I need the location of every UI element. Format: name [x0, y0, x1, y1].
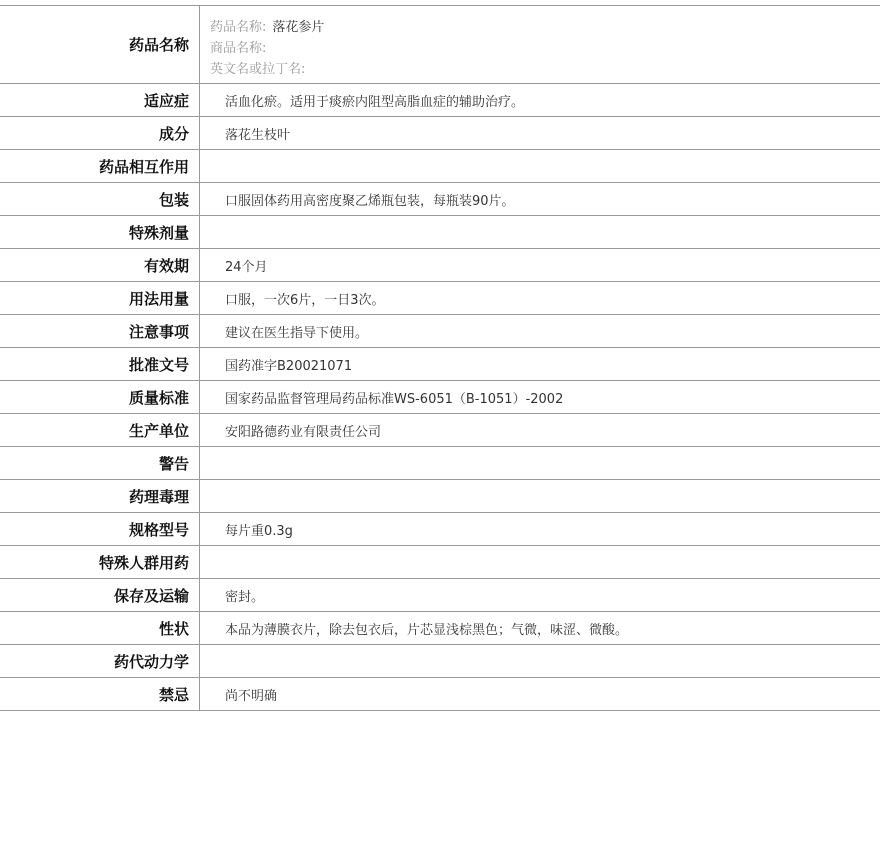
row-value: 本品为薄膜衣片，除去包衣后，片芯显浅棕黑色；气微，味涩、微酸。: [225, 622, 629, 638]
table-row: [0, 414, 880, 447]
row-value: [200, 216, 880, 248]
table-row: [0, 612, 880, 645]
row-value: 24个月: [225, 259, 268, 275]
row-value: 落花生枝叶: [225, 127, 291, 143]
row-value: 安阳路德药业有限责任公司: [225, 424, 382, 440]
table-row: [0, 447, 880, 480]
english-name-key: 英文名或拉丁名:: [210, 62, 306, 77]
row-value: 每片重0.3g: [225, 523, 293, 539]
row-label: 药品名称: [0, 6, 200, 83]
table-row: [0, 513, 880, 546]
generic-name-line: [210, 17, 880, 38]
trade-name-line: [210, 38, 880, 59]
drug-info-table: [0, 5, 880, 711]
table-row: [0, 150, 880, 183]
row-label: 禁忌: [0, 678, 200, 710]
row-value: 建议在医生指导下使用。: [225, 325, 369, 341]
row-label: 有效期: [0, 249, 200, 281]
drug-names-cell: [200, 6, 880, 83]
table-row: [0, 546, 880, 579]
row-label: 性状: [0, 612, 200, 644]
table-row-drug-name: [0, 6, 880, 84]
table-row: [0, 183, 880, 216]
row-value: 口服固体药用高密度聚乙烯瓶包装，每瓶装90片。: [225, 193, 515, 209]
row-label: 批准文号: [0, 348, 200, 380]
row-value: 尚不明确: [225, 688, 278, 704]
row-label: 特殊剂量: [0, 216, 200, 248]
table-row: [0, 249, 880, 282]
row-label: 药品相互作用: [0, 150, 200, 182]
table-row: [0, 480, 880, 513]
row-label: 特殊人群用药: [0, 546, 200, 578]
table-row: [0, 216, 880, 249]
row-label: 规格型号: [0, 513, 200, 545]
table-row: [0, 348, 880, 381]
row-label: 生产单位: [0, 414, 200, 446]
generic-name-value: 落花参片: [272, 20, 325, 35]
row-label: 警告: [0, 447, 200, 479]
row-label: 包装: [0, 183, 200, 215]
english-name-line: [210, 59, 880, 80]
row-value: 活血化瘀。适用于痰瘀内阻型高脂血症的辅助治疗。: [225, 94, 525, 110]
row-label: 注意事项: [0, 315, 200, 347]
row-value: 国家药品监督管理局药品标准WS-6051（B-1051）-2002: [225, 391, 564, 407]
generic-name-key: 药品名称:: [210, 20, 267, 35]
row-label: 保存及运输: [0, 579, 200, 611]
row-value: [200, 447, 880, 479]
table-row: [0, 282, 880, 315]
table-row: [0, 84, 880, 117]
row-value: [200, 480, 880, 512]
row-value: 国药准字B20021071: [225, 358, 353, 374]
table-row: [0, 645, 880, 678]
table-row: [0, 579, 880, 612]
table-row: [0, 117, 880, 150]
row-value: 口服，一次6片，一日3次。: [225, 292, 385, 308]
row-label: 药代动力学: [0, 645, 200, 677]
row-label: 质量标准: [0, 381, 200, 413]
trade-name-key: 商品名称:: [210, 41, 267, 56]
table-row: [0, 678, 880, 711]
row-value: 密封。: [225, 589, 265, 605]
row-label: 用法用量: [0, 282, 200, 314]
row-label: 适应症: [0, 84, 200, 116]
row-label: 成分: [0, 117, 200, 149]
row-value: [200, 645, 880, 677]
table-row: [0, 315, 880, 348]
row-value: [200, 150, 880, 182]
table-row: [0, 381, 880, 414]
row-value: [200, 546, 880, 578]
row-label: 药理毒理: [0, 480, 200, 512]
